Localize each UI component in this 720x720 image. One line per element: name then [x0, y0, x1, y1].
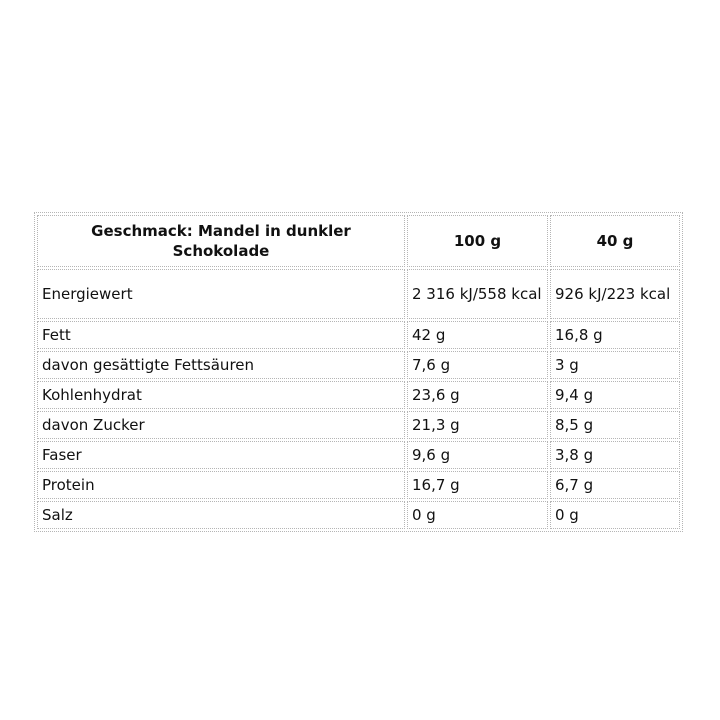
- row-label: davon gesättigte Fettsäuren: [37, 351, 405, 379]
- row-label: Kohlenhydrat: [37, 381, 405, 409]
- table-row-fiber: [37, 441, 680, 469]
- row-value-100g: 23,6 g: [407, 381, 548, 409]
- nutrition-table: [34, 212, 683, 532]
- header-flavor: Geschmack: Mandel in dunkler Schokolade: [37, 215, 405, 267]
- row-label: Faser: [37, 441, 405, 469]
- row-value-100g: 0 g: [407, 501, 548, 529]
- row-value-100g: 16,7 g: [407, 471, 548, 499]
- row-value-100g: 42 g: [407, 321, 548, 349]
- row-value-40g: 3,8 g: [550, 441, 680, 469]
- row-value-100g: 2 316 kJ/558 kcal: [407, 269, 548, 319]
- row-value-40g: 9,4 g: [550, 381, 680, 409]
- table-row-salt: [37, 501, 680, 529]
- row-value-40g: 0 g: [550, 501, 680, 529]
- row-value-40g: 3 g: [550, 351, 680, 379]
- row-label: davon Zucker: [37, 411, 405, 439]
- header-40g: 40 g: [550, 215, 680, 267]
- table-row-saturated-fat: [37, 351, 680, 379]
- table-row-protein: [37, 471, 680, 499]
- nutrition-table-container: [34, 212, 679, 532]
- row-value-100g: 21,3 g: [407, 411, 548, 439]
- row-label: Protein: [37, 471, 405, 499]
- table-header-row: [37, 215, 680, 267]
- row-label: Energiewert: [37, 269, 405, 319]
- row-label: Fett: [37, 321, 405, 349]
- row-value-40g: 16,8 g: [550, 321, 680, 349]
- row-label: Salz: [37, 501, 405, 529]
- row-value-100g: 9,6 g: [407, 441, 548, 469]
- row-value-100g: 7,6 g: [407, 351, 548, 379]
- row-value-40g: 926 kJ/223 kcal: [550, 269, 680, 319]
- table-row-sugar: [37, 411, 680, 439]
- table-row-fat: [37, 321, 680, 349]
- row-value-40g: 8,5 g: [550, 411, 680, 439]
- table-row-carbohydrate: [37, 381, 680, 409]
- table-row-energy: [37, 269, 680, 319]
- header-100g: 100 g: [407, 215, 548, 267]
- row-value-40g: 6,7 g: [550, 471, 680, 499]
